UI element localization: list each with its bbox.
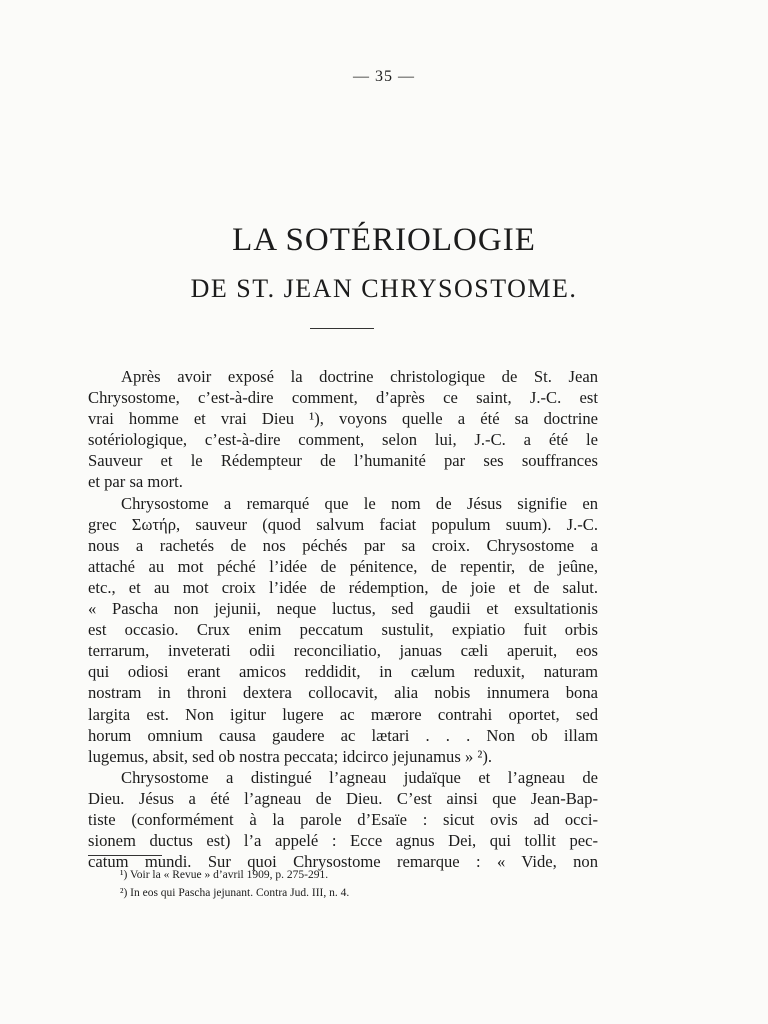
body-line: largita est. Non igitur lugere ac mærore contrahi oportet, sed [88, 704, 598, 724]
body-line: nous a rachetés de nos péchés par sa croix. Chrysostome a [88, 535, 598, 555]
page-number: — 35 — [353, 68, 415, 85]
body-line: lugemus, absit, sed ob nostra peccata; idcirco jejunamus » ²). [88, 746, 493, 766]
body-line: et par sa mort. [88, 472, 183, 492]
body-line: sionem ductus est) l’a appelé : Ecce agnus Dei, qui tollit pec- [88, 831, 598, 851]
body-line: Chrysostome a distingué l’agneau judaïque et l’agneau de [121, 767, 598, 787]
article-title: LA SOTÉRIOLOGIE [232, 222, 536, 258]
body-line: vrai homme et vrai Dieu ¹), voyons quelle a été sa doctrine [88, 409, 598, 429]
body-line: terrarum, inveterati odii reconciliatio, januas cæli aperuit, eos [88, 641, 598, 661]
body-line: Chrysostome, c’est-à-dire comment, d’après ce saint, J.-C. est [88, 388, 598, 408]
footnote-2: ²) In eos qui Pascha jejunant. Contra Jud. III, n. 4. [120, 887, 350, 899]
body-line: « Pascha non jejunii, neque luctus, sed gaudii et exsultationis [88, 599, 598, 619]
footnotes [120, 866, 600, 902]
title-divider [310, 328, 374, 329]
body-line: sotériologique, c’est-à-dire comment, selon lui, J.-C. a été le [88, 430, 598, 450]
article-subtitle: DE ST. JEAN CHRYSOSTOME. [190, 274, 578, 303]
body-line: grec Σωτήρ, sauveur (quod salvum faciat populum suum). J.-C. [88, 514, 598, 534]
body-line: qui odiosi erant amicos reddidit, in cælum reduxit, naturam [88, 662, 598, 682]
body-line: est occasio. Crux enim peccatum sustulit, expiatio fuit orbis [88, 620, 598, 640]
body-line: Chrysostome a remarqué que le nom de Jésus signifie en [121, 493, 598, 513]
body-text [88, 366, 598, 872]
body-line: tiste (conformément à la parole d’Esaïe : sicut ovis ad occi- [88, 809, 598, 829]
body-line: Sauveur et le Rédempteur de l’humanité par ses souffrances [88, 451, 598, 471]
body-line: Dieu. Jésus a été l’agneau de Dieu. C’est ainsi que Jean-Bap- [88, 788, 598, 808]
footnote-1: ¹) Voir la « Revue » d’avril 1909, p. 275-291. [120, 869, 329, 881]
body-line: horum omnium causa gaudere ac lætari . . . Non ob illam [88, 725, 598, 745]
body-line: etc., et au mot croix l’idée de rédemption, de joie et de salut. [88, 577, 598, 597]
body-line: nostram in throni dextera collocavit, alia nobis innumera bona [88, 683, 598, 703]
body-line: catum mundi. Sur quoi Chrysostome remarque : « Vide, non [88, 852, 598, 872]
footnote-divider [88, 855, 162, 856]
body-line: attaché au mot péché l’idée de pénitence, de repentir, de jeûne, [88, 556, 598, 576]
body-line: Après avoir exposé la doctrine christologique de St. Jean [121, 367, 598, 386]
